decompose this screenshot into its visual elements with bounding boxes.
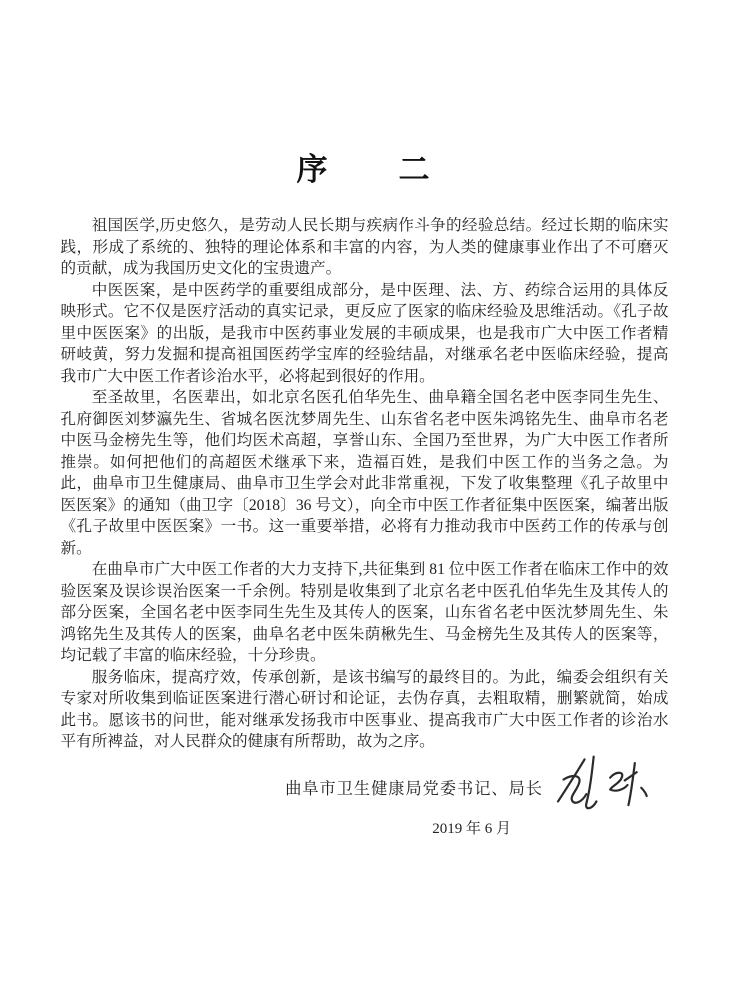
paragraph-3: 至圣故里，名医辈出，如北京名医孔伯华先生、曲阜籍全国名老中医李同生先生、孔府御医刘梦瀛先生、省城名医沈梦周先生、山东省名老中医朱鸿铭先生、曲阜市名老中医马金榜先生等，他们均医术高超，享誉山东、全国乃至世界，为广大中医工作者所推崇。如何把他们的高超医术继承下来，造福百姓，是我们中医工作的当务之急。为此，曲阜市卫生健康局、曲阜市卫生学会对此非常重视，下发了收集整理《孔子故里中医医案》的通知（曲卫字〔2018〕36 号文），向全市中医工作者征集中医医案，编著出版《孔子故里中医医案》一书。这一重要举措，必将有力推动我市中医药工作的传承与创新。 — [60, 389, 669, 557]
page-title: 序 二 — [296, 152, 433, 187]
signoff-role: 曲阜市卫生健康局党委书记、局长 — [285, 779, 543, 798]
handwritten-signature — [545, 753, 657, 817]
signoff-row — [0, 757, 729, 817]
preface-body — [61, 215, 669, 753]
paragraph-5: 服务临床，提高疗效，传承创新，是该书编写的最终目的。为此，编委会组织有关专家对所收集到临证医案进行潜心研讨和论证，去伪存真，去粗取精，删繁就简，始成此书。愿该书的问世，能对继承发扬我市中医事业、提高我市广大中医工作者的诊治水平有所裨益，对人民群众的健康有所帮助，故为之序。 — [60, 668, 669, 750]
paragraph-1: 祖国医学,历史悠久，是劳动人民长期与疾病作斗争的经验总结。经过长期的临床实践，形成了系统的、独特的理论体系和丰富的内容，为人类的健康事业作出了不可磨灭的贡献，成为我国历史文化的宝贵遗产。 — [60, 217, 669, 277]
paragraph-2: 中医医案，是中医药学的重要组成部分，是中医理、法、方、药综合运用的具体反映形式。它不仅是医疗活动的真实记录，更反应了医家的临床经验及思维活动。《孔子故里中医医案》的出版，是我市中医药事业发展的丰硕成果，也是我市广大中医工作者精研岐黄，努力发掘和提高祖国医药学宝库的经验结晶，对继承名老中医临床经验，提高我市广大中医工作者诊治水平，必将起到很好的作用。 — [60, 281, 669, 385]
signoff-date: 2019 年 6 月 — [432, 820, 511, 837]
paragraph-4: 在曲阜市广大中医工作者的大力支持下,共征集到 81 位中医工作者在临床工作中的效验医案及误诊误治医案一千余例。特别是收集到了北京名老中医孔伯华先生及其传人的部分医案，全国名老中医李同生先生及其传人的医案，山东省名老中医沈梦周先生、朱鸿铭先生及其传人的医案，曲阜名老中医朱荫楸先生、马金榜先生及其传人的医案等，均记载了丰富的临床经验，十分珍贵。 — [60, 561, 669, 664]
